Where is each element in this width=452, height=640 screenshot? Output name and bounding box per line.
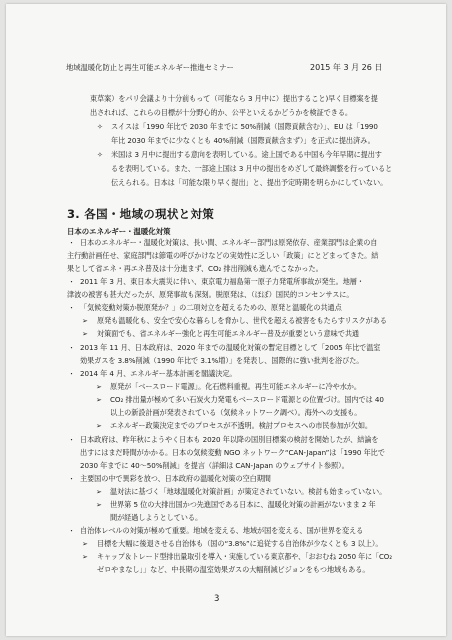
paragraph-6-line-3: 2030 年までに 40～50%削減」を提言（詳細は CAN-Japan のウェブサイト参照）。 bbox=[80, 461, 349, 470]
paragraph-2-line-1: 2011 年 3 月、東日本大震災に伴い、東京電力福島第一原子力発電所事故が発生。地層・ bbox=[80, 277, 364, 286]
dot-bullet-icon: ・ bbox=[68, 527, 75, 535]
intro-bullet-2-line-3: 伝えられる。日本は「可能な限り早く提出」と、提出予定時期を明らかにしていない。 bbox=[111, 178, 388, 187]
paragraph-8-bullet-2-line-1: キャップ＆トレード型排出量取引を導入・実施している東京都や、「おおむね 2050 年に「CO₂ bbox=[97, 552, 392, 561]
paragraph-3-bullet-1: 原発も温暖化も、安全で安心な暮らしを脅かし、世代を超える被害をもたらすリスクがある bbox=[97, 316, 387, 325]
dot-bullet-icon: ・ bbox=[68, 278, 75, 286]
diamond-bullet-icon: ✧ bbox=[97, 123, 103, 131]
paragraph-5-bullet-1: 原発が「ベースロード電源」。化石燃料重視。再生可能エネルギーに冷や水か。 bbox=[110, 382, 361, 391]
dot-bullet-icon: ・ bbox=[68, 304, 75, 312]
arrow-bullet-icon: ➢ bbox=[96, 383, 102, 391]
subsection-heading: 日本のエネルギー・温暖化対策 bbox=[67, 227, 171, 236]
paragraph-5-line-1: 2014 年 4 月、エネルギー基本計画を閣議決定。 bbox=[80, 369, 237, 378]
section-heading: 3. 各国・地域の現状と対策 bbox=[67, 207, 215, 221]
paragraph-6-line-2: 出すにはまだ時間がかかる。日本の気候変動 NGO ネットワーク“CAN-Japan”は「1990 年比で bbox=[80, 448, 385, 457]
paragraph-4-line-2: 効果ガスを 3.8%削減（1990 年比で 3.1%増）」を発表し、国際的に強い批判を浴びた。 bbox=[80, 356, 364, 365]
intro-bullet-1-line-1: スイスは「1990 年比で 2030 年までに 50%削減（国際貢献含む）」、EU は「1990 bbox=[111, 122, 378, 131]
intro-bullet-2-line-1: 米国は 3 月中に提出する意向を表明している。途上国である中国も今年早期に提出す bbox=[111, 150, 382, 159]
paragraph-7-bullet-1: 温対法に基づく「地球温暖化対策計画」が策定されていない。検討も始まっていない。 bbox=[110, 487, 387, 496]
intro-line-2: 出されれば、これらの目標が十分野心的か、公平といえるかどうかを検証できる。 bbox=[90, 108, 352, 117]
arrow-bullet-icon: ➢ bbox=[96, 422, 102, 430]
paragraph-7-bullet-2-line-1: 世界第 5 位の大排出国かつ先進国である日本に、温暖化対策の計画がないまま 2 年 bbox=[110, 500, 376, 509]
diamond-bullet-icon: ✧ bbox=[97, 151, 103, 159]
dot-bullet-icon: ・ bbox=[68, 436, 75, 444]
paragraph-1-line-1: 日本のエネルギー・温暖化対策は、長い間、エネルギー部門は原発依存、産業部門は企業の自 bbox=[80, 238, 378, 247]
dot-bullet-icon: ・ bbox=[68, 475, 75, 483]
arrow-bullet-icon: ➢ bbox=[82, 330, 88, 338]
header-seminar-title: 地域温暖化防止と再生可能エネルギー推進セミナー bbox=[66, 63, 234, 72]
intro-bullet-1-line-2: 年比 2030 年までに少なくとも 40%削減（国際貢献含まず）」を正式に提出済み。 bbox=[111, 136, 375, 145]
header-date: 2015 年 3 月 26 日 bbox=[310, 63, 383, 72]
paragraph-1-line-3: 果として省エネ・再エネ普及は十分進まず、CO₂ 排出削減も進んでこなかった。 bbox=[67, 264, 323, 273]
paragraph-4-line-1: 2013 年 11 月、日本政府は、2020 年までの温暖化対策の暫定目標として「2005 年比で温室 bbox=[80, 343, 381, 352]
paragraph-7-line-1: 主要国の中で異彩を放つ、日本政府の温暖化対策の空白期間 bbox=[80, 474, 271, 483]
paragraph-2-line-2: 津波の被害も甚大だったが、原発事故も深刻。脱原発は、（ほぼ）国民的コンセンサスに。 bbox=[67, 290, 354, 299]
arrow-bullet-icon: ➢ bbox=[82, 553, 88, 561]
paragraph-3-line-1: 「気候変動対策か脱原発か？」の二項対立を超えるための、原発と温暖化の共通点 bbox=[80, 303, 342, 312]
paragraph-8-line-1: 自治体レベルの対策が極めて重要。地域を変える、地域が国を変える、国が世界を変える bbox=[80, 526, 364, 535]
paragraph-8-bullet-2-line-2: ゼロやまなし」」など、中長期の温室効果ガスの大幅削減ビジョンをもつ地域もある。 bbox=[97, 565, 370, 574]
intro-line-1: 東草案）をパリ会議より十分前もって（可能なら 3 月中に）提出すること)早く目標案を提 bbox=[90, 94, 378, 103]
paragraph-6-line-1: 日本政府は、昨年秋にようやく日本も 2020 年以降の国別目標案の検討を開始したが、結論を bbox=[80, 435, 379, 444]
paragraph-5-bullet-2-line-2: 以上の新設計画が発表されている（気候ネットワーク調べ）。海外への支援も。 bbox=[110, 408, 362, 417]
arrow-bullet-icon: ➢ bbox=[96, 488, 102, 496]
dot-bullet-icon: ・ bbox=[68, 344, 75, 352]
page-number: 3 bbox=[214, 594, 220, 604]
arrow-bullet-icon: ➢ bbox=[96, 396, 102, 404]
arrow-bullet-icon: ➢ bbox=[96, 501, 102, 509]
intro-bullet-2-line-2: るを表明している。また、一部途上国は 3 月中の提出をめざして最終調整を行っていると bbox=[111, 164, 393, 173]
document-page bbox=[6, 4, 446, 636]
paragraph-1-line-2: 主行動計画任せ、家庭部門は節電の呼びかけなどの実効性に乏しい「政策」にとどまってきた。結 bbox=[67, 251, 379, 260]
dot-bullet-icon: ・ bbox=[68, 239, 75, 247]
paragraph-5-bullet-3: エネルギー政策決定までのプロセスが不透明。検討プロセスへの市民参加が欠如。 bbox=[110, 421, 372, 430]
arrow-bullet-icon: ➢ bbox=[82, 317, 88, 325]
paragraph-3-bullet-2: 対策面でも、省エネルギー強化と再生可能エネルギー普及が重要という意味で共通 bbox=[97, 329, 359, 338]
paragraph-7-bullet-2-line-2: 間が経過しようとしている。 bbox=[110, 513, 203, 522]
arrow-bullet-icon: ➢ bbox=[82, 540, 88, 548]
paragraph-5-bullet-2-line-1: CO₂ 排出量が極めて多い石炭火力発電もベースロード電源との位置づけ。国内では 40 bbox=[110, 395, 384, 404]
paragraph-8-bullet-1: 目標を大幅に後退させる自治体も（国の“3.8%”に追従する自治体が少なくとも 3 以上）。 bbox=[97, 539, 383, 548]
dot-bullet-icon: ・ bbox=[68, 370, 75, 378]
